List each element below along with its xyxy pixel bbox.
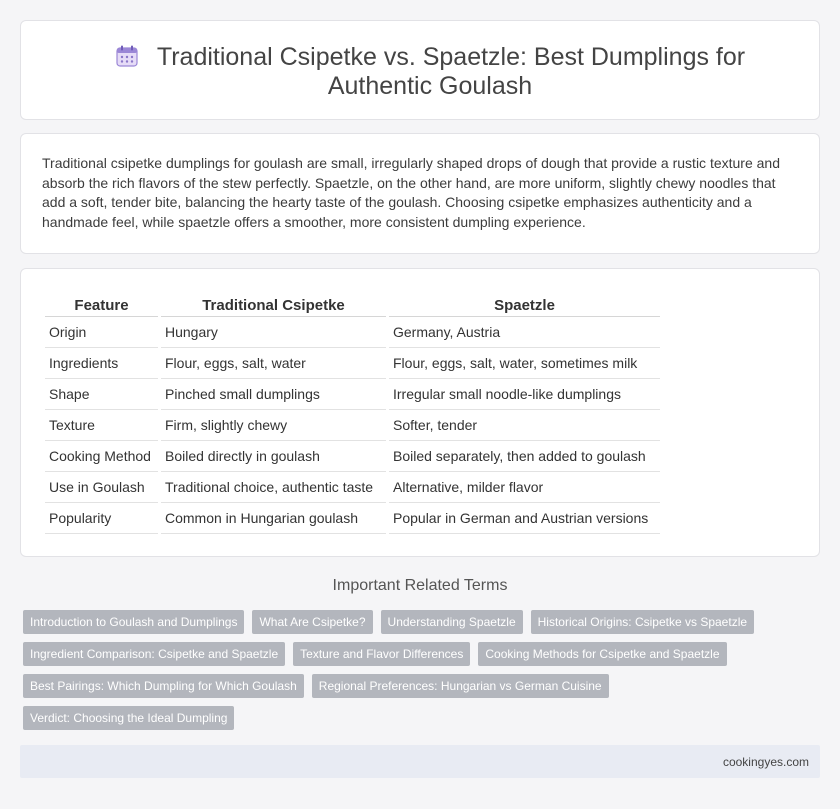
table-cell: Traditional choice, authentic taste bbox=[161, 472, 386, 503]
table-cell: Cooking Method bbox=[45, 441, 158, 472]
header-feature: Feature bbox=[45, 295, 158, 317]
tag-row bbox=[23, 642, 803, 666]
table-cell: Origin bbox=[45, 317, 158, 348]
table-cell: Popularity bbox=[45, 503, 158, 534]
table-cell: Boiled directly in goulash bbox=[161, 441, 386, 472]
table-cell: Firm, slightly chewy bbox=[161, 410, 386, 441]
table-cell: Softer, tender bbox=[389, 410, 660, 441]
table-header-row bbox=[45, 295, 660, 317]
related-tag[interactable]: Ingredient Comparison: Csipetke and Spaetzle bbox=[23, 642, 285, 666]
table-cell: Germany, Austria bbox=[389, 317, 660, 348]
table-row bbox=[45, 472, 660, 503]
table-cell: Ingredients bbox=[45, 348, 158, 379]
table-cell: Boiled separately, then added to goulash bbox=[389, 441, 660, 472]
related-terms-list bbox=[23, 610, 803, 738]
related-terms-title: Important Related Terms bbox=[332, 577, 508, 594]
title-card bbox=[20, 20, 820, 120]
tag-row bbox=[23, 706, 803, 730]
table-cell: Hungary bbox=[161, 317, 386, 348]
table-cell: Shape bbox=[45, 379, 158, 410]
table-cell: Flour, eggs, salt, water bbox=[161, 348, 386, 379]
table-cell: Common in Hungarian goulash bbox=[161, 503, 386, 534]
related-tag[interactable]: Texture and Flavor Differences bbox=[293, 642, 470, 666]
comparison-card bbox=[20, 268, 820, 557]
intro-paragraph: Traditional csipetke dumplings for goulash are small, irregularly shaped drops of dough that provide a rustic texture and absorb the rich flavors of the stew perfectly. Spaetzle, on the other hand, are more uniform, slightly chewy noodles that add a soft, tender bite, balancing the hearty taste of the goulash. Choosing csipetke emphasizes authenticity and a handmade feel, while spaetzle offers a smoother, more consistent dumpling experience. bbox=[42, 155, 780, 230]
footer-site-link[interactable]: cookingyes.com bbox=[722, 755, 809, 769]
table-row bbox=[45, 348, 660, 379]
related-tag[interactable]: Best Pairings: Which Dumpling for Which Goulash bbox=[23, 674, 304, 698]
comparison-table bbox=[42, 295, 663, 534]
table-cell: Flour, eggs, salt, water, sometimes milk bbox=[389, 348, 660, 379]
page-title-wrap bbox=[61, 43, 799, 101]
table-cell: Texture bbox=[45, 410, 158, 441]
table-row bbox=[45, 503, 660, 534]
related-tag[interactable]: Verdict: Choosing the Ideal Dumpling bbox=[23, 706, 234, 730]
table-row bbox=[45, 379, 660, 410]
table-cell: Irregular small noodle-like dumplings bbox=[389, 379, 660, 410]
related-tag[interactable]: What Are Csipetke? bbox=[252, 610, 372, 634]
related-tag[interactable]: Regional Preferences: Hungarian vs German Cuisine bbox=[312, 674, 609, 698]
related-tag[interactable]: Understanding Spaetzle bbox=[381, 610, 523, 634]
table-row bbox=[45, 317, 660, 348]
tag-row bbox=[23, 610, 803, 634]
table-cell: Popular in German and Austrian versions bbox=[389, 503, 660, 534]
page-title: Traditional Csipetke vs. Spaetzle: Best Dumplings for Authentic Goulash bbox=[156, 43, 746, 100]
table-cell: Use in Goulash bbox=[45, 472, 158, 503]
header-spaetzle: Spaetzle bbox=[389, 295, 660, 317]
intro-card bbox=[20, 133, 820, 254]
table-row bbox=[45, 441, 660, 472]
related-tag[interactable]: Historical Origins: Csipetke vs Spaetzle bbox=[531, 610, 754, 634]
footer bbox=[20, 745, 820, 778]
table-row bbox=[45, 410, 660, 441]
header-csipetke: Traditional Csipetke bbox=[161, 295, 386, 317]
tag-row bbox=[23, 674, 803, 698]
table-cell: Alternative, milder flavor bbox=[389, 472, 660, 503]
calendar-icon bbox=[115, 44, 139, 68]
table-cell: Pinched small dumplings bbox=[161, 379, 386, 410]
related-tag[interactable]: Cooking Methods for Csipetke and Spaetzle bbox=[478, 642, 726, 666]
related-tag[interactable]: Introduction to Goulash and Dumplings bbox=[23, 610, 244, 634]
